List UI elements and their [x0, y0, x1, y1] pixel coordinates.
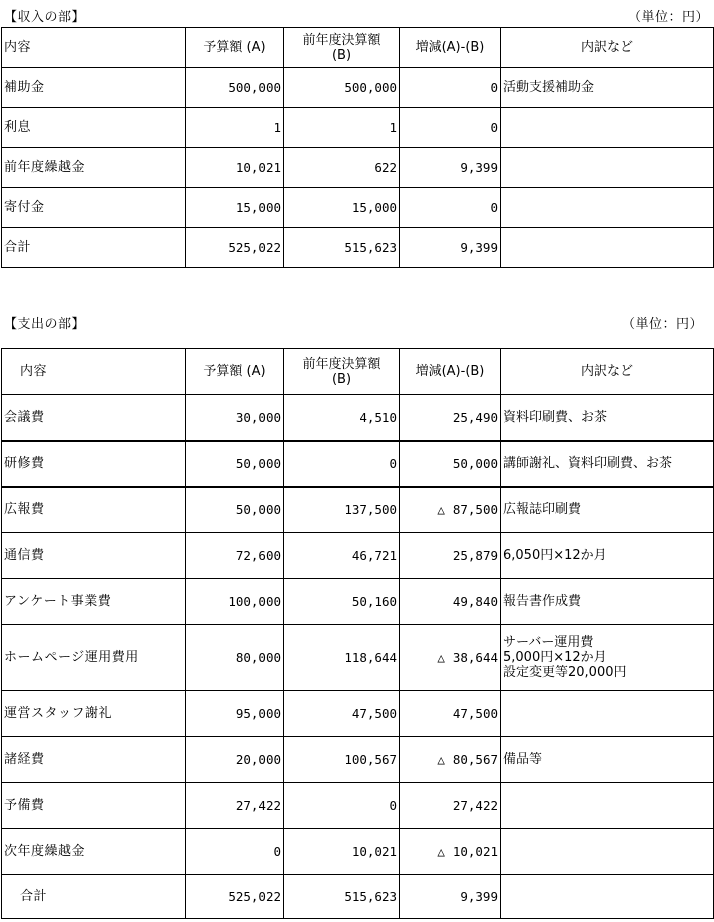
expense-diff: 25,490	[400, 395, 501, 441]
income-row	[2, 108, 714, 148]
expense-total-diff: 9,399	[400, 875, 501, 919]
expense-prev: 4,510	[284, 395, 400, 441]
expense-diff	[400, 737, 501, 783]
income-diff: 0	[400, 108, 501, 148]
expense-diff	[400, 829, 501, 875]
expense-budget: 30,000	[186, 395, 284, 441]
expense-diff	[400, 625, 501, 691]
expense-item: 次年度繰越金	[2, 829, 186, 875]
expense-item: 広報費	[2, 487, 186, 533]
negative-triangle-icon: △	[437, 650, 445, 665]
income-item: 利息	[2, 108, 186, 148]
expense-header-prev	[284, 349, 400, 395]
income-diff: 0	[400, 188, 501, 228]
income-prev: 1	[284, 108, 400, 148]
expense-detail: 6,050円×12か月	[501, 533, 714, 579]
income-total-budget: 525,022	[186, 228, 284, 268]
expense-budget: 100,000	[186, 579, 284, 625]
expense-prev: 137,500	[284, 487, 400, 533]
expense-row	[2, 783, 714, 829]
expense-total-detail	[501, 875, 714, 919]
expense-total-prev: 515,623	[284, 875, 400, 919]
income-row	[2, 68, 714, 108]
income-header-diff: 増減(A)-(B)	[400, 28, 501, 68]
expense-header-detail: 内訳など	[501, 349, 714, 395]
expense-prev: 46,721	[284, 533, 400, 579]
expense-item: 会議費	[2, 395, 186, 441]
expense-row	[2, 625, 714, 691]
expense-diff	[400, 487, 501, 533]
expense-row	[2, 737, 714, 783]
expense-prev: 50,160	[284, 579, 400, 625]
income-detail	[501, 108, 714, 148]
expense-diff-value: 38,644	[452, 650, 498, 665]
expense-prev: 0	[284, 783, 400, 829]
income-row	[2, 188, 714, 228]
income-total-row	[2, 228, 714, 268]
income-item: 寄付金	[2, 188, 186, 228]
expense-prev: 100,567	[284, 737, 400, 783]
income-section-title: 【収入の部】	[4, 10, 86, 25]
expense-prev: 10,021	[284, 829, 400, 875]
expense-header-row	[2, 349, 714, 395]
negative-triangle-icon: △	[437, 502, 445, 518]
expense-detail-line: 設定変更等20,000円	[503, 665, 627, 680]
income-item: 補助金	[2, 68, 186, 108]
expense-diff: 27,422	[400, 783, 501, 829]
income-diff: 0	[400, 68, 501, 108]
expense-row	[2, 691, 714, 737]
expense-detail: 備品等	[501, 737, 714, 783]
income-detail	[501, 148, 714, 188]
expense-header-budget: 予算額 (A)	[186, 349, 284, 395]
expense-item: 運営スタッフ謝礼	[2, 691, 186, 737]
income-prev: 15,000	[284, 188, 400, 228]
income-total-label: 合計	[2, 228, 186, 268]
income-prev: 500,000	[284, 68, 400, 108]
expense-section-title: 【支出の部】	[4, 317, 86, 332]
expense-diff: 49,840	[400, 579, 501, 625]
expense-item: アンケート事業費	[2, 579, 186, 625]
income-header-item: 内容	[2, 28, 186, 68]
income-budget: 10,021	[186, 148, 284, 188]
income-header-prev-line2: (B)	[331, 47, 352, 63]
expense-budget: 27,422	[186, 783, 284, 829]
expense-diff: 25,879	[400, 533, 501, 579]
expense-detail	[501, 829, 714, 875]
expense-detail	[501, 783, 714, 829]
expense-item: 研修費	[2, 441, 186, 487]
expense-total-label: 合計	[2, 875, 186, 919]
income-detail: 活動支援補助金	[501, 68, 714, 108]
expense-diff: 50,000	[400, 441, 501, 487]
expense-prev: 118,644	[284, 625, 400, 691]
expense-budget: 72,600	[186, 533, 284, 579]
expense-prev: 0	[284, 441, 400, 487]
expense-budget: 50,000	[186, 441, 284, 487]
income-header-detail: 内訳など	[501, 28, 714, 68]
expense-budget: 50,000	[186, 487, 284, 533]
income-total-prev: 515,623	[284, 228, 400, 268]
negative-triangle-icon: △	[437, 844, 445, 859]
expense-total-row	[2, 875, 714, 919]
income-header-prev-line1: 前年度決算額	[302, 32, 381, 48]
expense-header-prev-line2: (B)	[331, 371, 352, 387]
expense-budget: 0	[186, 829, 284, 875]
income-total-detail	[501, 228, 714, 268]
income-budget: 15,000	[186, 188, 284, 228]
expense-detail-line: 5,000円×12か月	[503, 650, 607, 665]
expense-row	[2, 441, 714, 487]
expense-prev: 47,500	[284, 691, 400, 737]
expense-detail	[501, 691, 714, 737]
expense-budget: 95,000	[186, 691, 284, 737]
income-row	[2, 148, 714, 188]
income-budget: 500,000	[186, 68, 284, 108]
expense-detail: 資料印刷費、お茶	[501, 395, 714, 441]
expense-header-item: 内容	[2, 349, 186, 395]
income-header-budget: 予算額 (A)	[186, 28, 284, 68]
expense-detail	[501, 625, 714, 691]
expense-total-budget: 525,022	[186, 875, 284, 919]
expense-row	[2, 533, 714, 579]
income-diff: 9,399	[400, 148, 501, 188]
expense-row	[2, 487, 714, 533]
expense-detail: 講師謝礼、資料印刷費、お茶	[501, 441, 714, 487]
expense-detail-line: サーバー運用費	[503, 635, 594, 650]
negative-triangle-icon: △	[437, 752, 445, 767]
expense-item: 諸経費	[2, 737, 186, 783]
expense-header-diff: 増減(A)-(B)	[400, 349, 501, 395]
expense-diff-value: 10,021	[452, 844, 498, 859]
expense-header-prev-line1: 前年度決算額	[302, 356, 381, 372]
income-total-diff: 9,399	[400, 228, 501, 268]
expense-detail: 広報誌印刷費	[501, 487, 714, 533]
income-table	[1, 27, 714, 268]
expense-unit-label: （単位：円）	[622, 317, 704, 332]
expense-diff: 47,500	[400, 691, 501, 737]
income-header-prev	[284, 28, 400, 68]
expense-diff-value: 80,567	[452, 752, 498, 767]
expense-table	[1, 348, 714, 919]
income-header-row	[2, 28, 714, 68]
income-unit-label: （単位：円）	[628, 10, 710, 25]
expense-detail: 報告書作成費	[501, 579, 714, 625]
income-budget: 1	[186, 108, 284, 148]
expense-row	[2, 579, 714, 625]
expense-row	[2, 829, 714, 875]
income-item: 前年度繰越金	[2, 148, 186, 188]
expense-budget: 20,000	[186, 737, 284, 783]
expense-budget: 80,000	[186, 625, 284, 691]
income-detail	[501, 188, 714, 228]
expense-item: 通信費	[2, 533, 186, 579]
expense-row	[2, 395, 714, 441]
income-prev: 622	[284, 148, 400, 188]
expense-item: 予備費	[2, 783, 186, 829]
expense-diff-value: 87,500	[452, 502, 498, 518]
expense-item: ホームページ運用費用	[2, 625, 186, 691]
